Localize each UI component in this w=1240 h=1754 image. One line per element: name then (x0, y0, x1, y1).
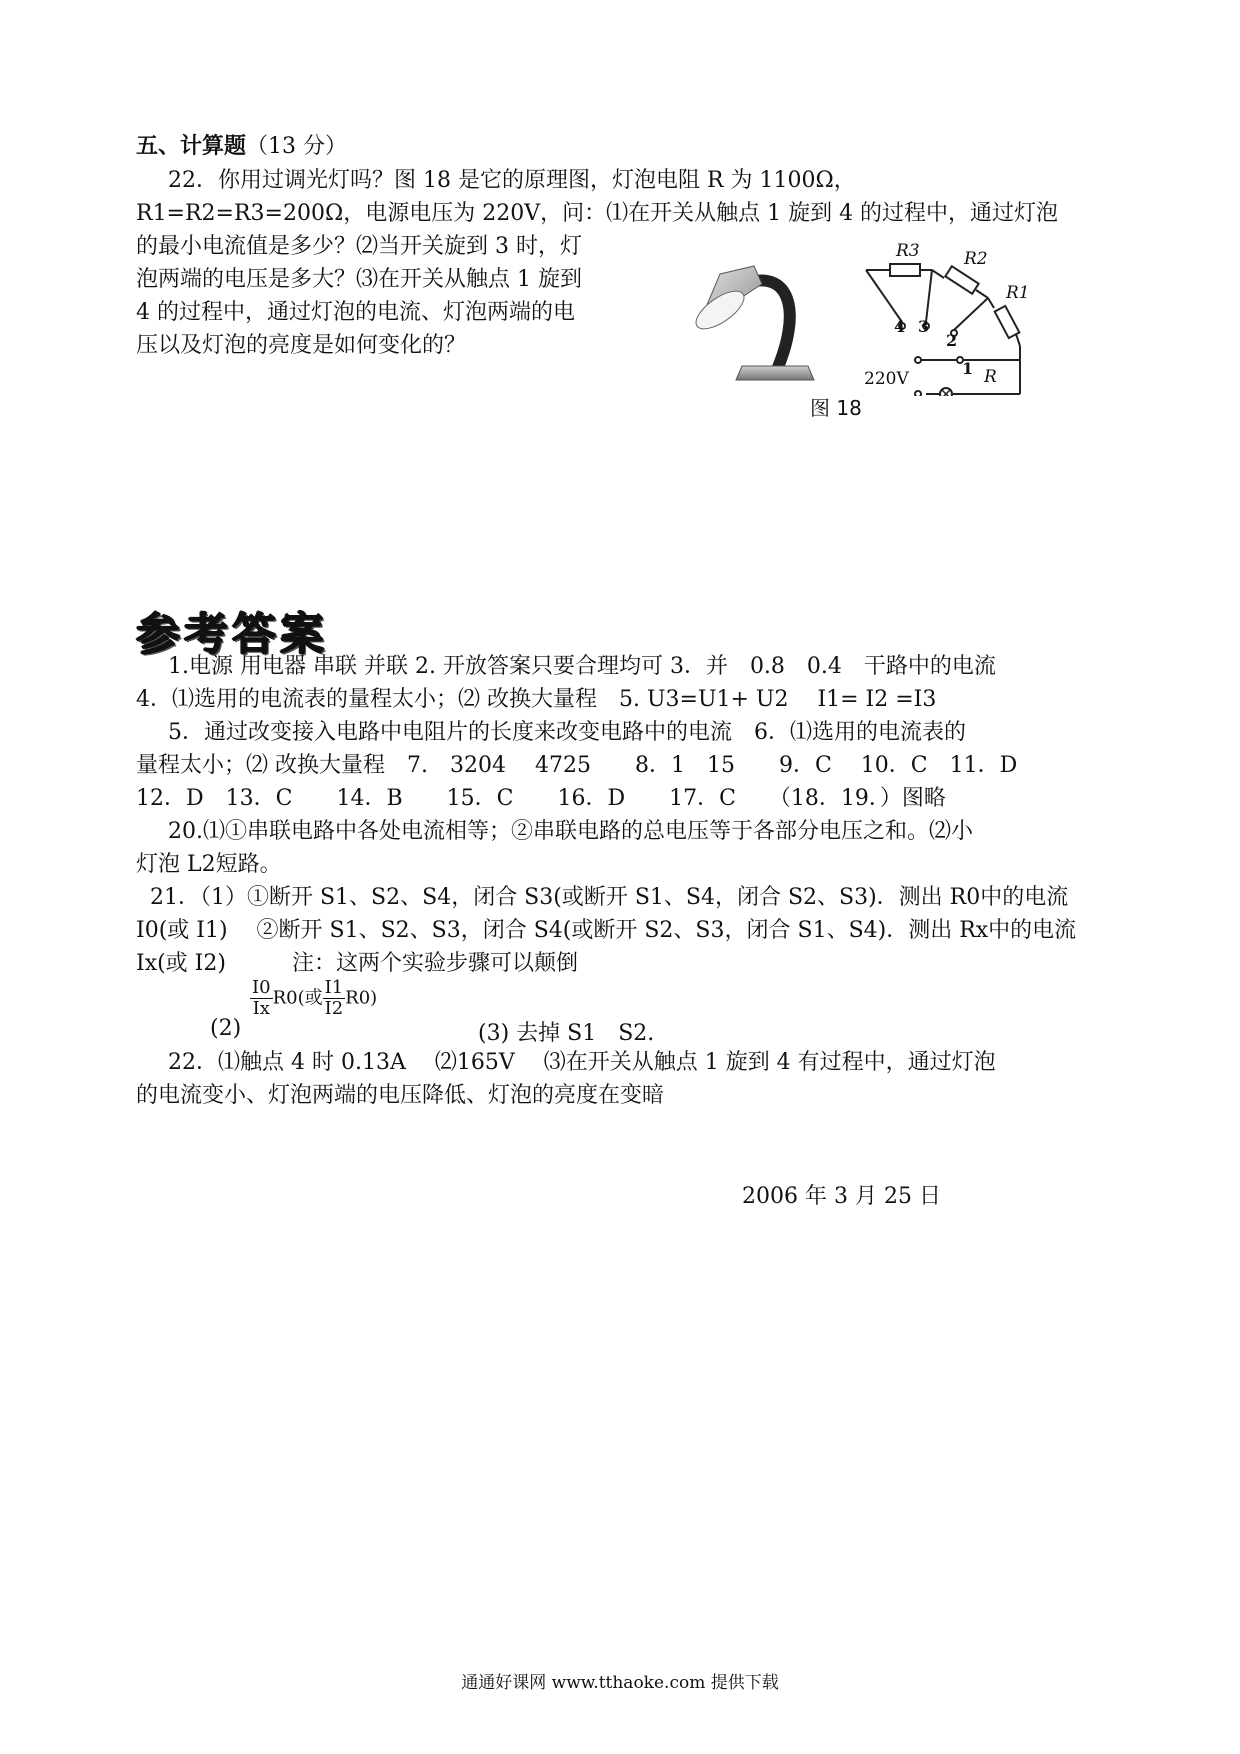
document-date: 2006 年 3 月 25 日 (742, 1184, 941, 1209)
label-voltage: 220V (864, 369, 909, 389)
answer-line-10: Ix(或 I2) 注：这两个实验步骤可以颠倒 (136, 951, 578, 976)
question-line-2: R1=R2=R3=200Ω，电源电压为 220V，问：⑴在开关从触点 1 旋到 4 的过程中，通过灯泡 (136, 201, 1059, 226)
answer-line-1: 1.电源 用电器 串联 并联 2. 开放答案只要合理均可 3．并 0.8 0.4 干路中的电流 (168, 654, 996, 679)
answer-line-4: 量程太小；⑵ 改换大量程 7. 3204 4725 8．1 15 9．C 10．C 11．D (136, 753, 1018, 778)
question-line-3: 的最小电流值是多少？⑵当开关旋到 3 时，灯 (136, 234, 582, 259)
label-r3: R3 (896, 241, 920, 261)
section-heading (136, 132, 347, 162)
answer-line-7: 灯泡 L2短路。 (136, 852, 282, 877)
answers-title: 参考答案 (136, 609, 328, 660)
label-contact-1: 1 (962, 359, 974, 378)
formula-prefix: (2) (210, 1016, 242, 1041)
frac1-denominator: Ix (252, 998, 270, 1019)
label-r: R (984, 367, 997, 387)
figure-caption: 图 18 (810, 396, 862, 420)
answer-line-3: 5．通过改变接入电路中电阻片的长度来改变电路中的电流 6．⑴选用的电流表的 (168, 720, 966, 745)
question-line-1: 22．你用过调光灯吗？图 18 是它的原理图，灯泡电阻 R 为 1100Ω， (168, 168, 856, 193)
answer-line-5: 12．D 13．C 14．B 15．C 16．D 17．C （18．19．）图略 (136, 786, 946, 811)
frac2-numerator: I1 (324, 977, 344, 998)
label-contact-2: 2 (946, 331, 958, 350)
answer-line-13: 的电流变小、灯泡两端的电压降低、灯泡的亮度在变暗 (136, 1083, 665, 1108)
frac1-numerator: I0 (252, 977, 271, 998)
question-line-6: 压以及灯泡的亮度是如何变化的？ (136, 333, 467, 358)
label-r1: R1 (1006, 283, 1030, 303)
desk-lamp-illustration (690, 262, 820, 386)
question-line-4: 泡两端的电压是多大？⑶在开关从触点 1 旋到 (136, 267, 582, 292)
page-footer: 通通好课网 www.tthaoke.com 提供下载 (461, 1673, 779, 1693)
formula-fraction-1 (250, 978, 273, 1019)
label-r2: R2 (964, 249, 988, 269)
formula-expression (250, 978, 377, 1019)
answer-line-9: I0(或 I1) ②断开 S1、S2、S3，闭合 S4(或断开 S2、S3，闭合 S1、S4)．测出 Rx中的电流 (136, 918, 1077, 943)
formula-fraction-2 (323, 978, 346, 1019)
section-score: （13 分） (246, 134, 348, 159)
formula-middle: R0(或 (272, 987, 323, 1009)
formula-suffix: (3) 去掉 S1 S2. (478, 1021, 655, 1046)
label-contact-3: 3 (918, 317, 930, 336)
answer-line-6: 20.⑴①串联电路中各处电流相等；②串联电路的总电压等于各部分电压之和。⑵小 (168, 819, 973, 844)
section-title: 五、计算题 (136, 134, 247, 159)
answer-line-2: 4．⑴选用的电流表的量程太小；⑵ 改换大量程 5. U3=U1+ U2 I1= I2 =I3 (136, 687, 937, 712)
answer-line-8: 21．（1）①断开 S1、S2、S4，闭合 S3(或断开 S1、S4，闭合 S2、S3)．测出 R0中的电流 (150, 885, 1069, 910)
dimmer-circuit-diagram (856, 234, 1032, 396)
label-contact-4: 4 (894, 317, 906, 336)
question-line-5: 4 的过程中，通过灯泡的电流、灯泡两端的电 (136, 300, 575, 325)
frac2-denominator: I2 (324, 998, 344, 1019)
formula-end: R0) (345, 987, 378, 1009)
answer-line-12: 22．⑴触点 4 时 0.13A ⑵165V ⑶在开关从触点 1 旋到 4 有过程中，通过灯泡 (168, 1050, 996, 1075)
